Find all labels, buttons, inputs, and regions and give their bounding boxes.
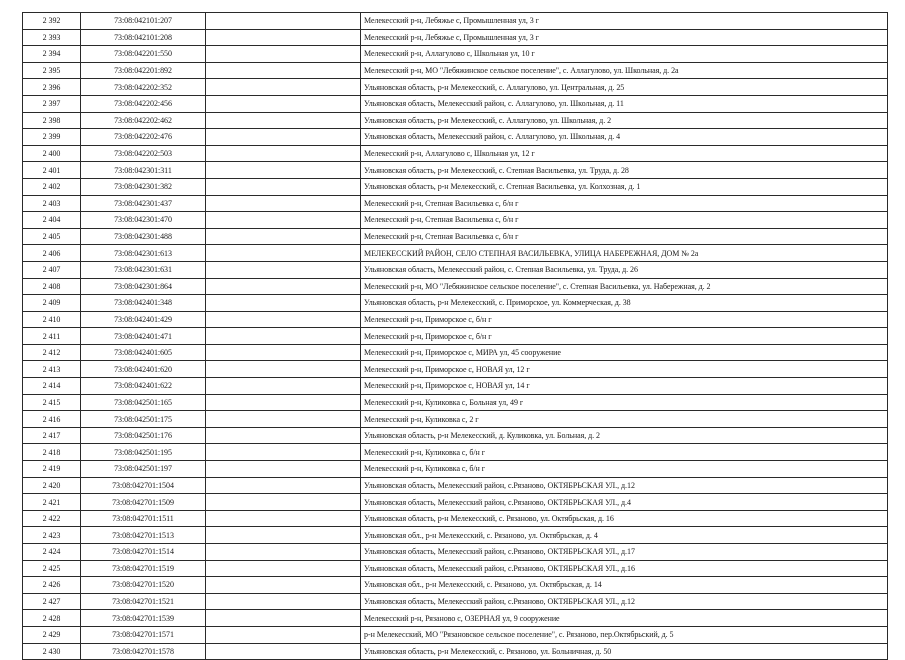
row-number-cell: 2 428 — [23, 610, 81, 627]
empty-cell — [206, 278, 361, 295]
address-cell: р-н Мелекесский, МО "Рязановское сельское поселение", с. Рязаново, пер.Октябрьский, д. 5 — [361, 626, 888, 643]
cadastral-number-cell: 73:08:042301:437 — [81, 195, 206, 212]
address-cell: Ульяновская область, Мелекесский район, с.Рязаново, ОКТЯБРЬСКАЯ УЛ., д.16 — [361, 560, 888, 577]
cadastral-number-cell: 73:08:042401:429 — [81, 311, 206, 328]
empty-cell — [206, 593, 361, 610]
table-row — [23, 311, 888, 328]
cadastral-number-cell: 73:08:042701:1539 — [81, 610, 206, 627]
empty-cell — [206, 212, 361, 229]
table-row — [23, 344, 888, 361]
address-cell: Мелекесский р-н, Лебяжье с, Промышленная ул, 3 г — [361, 13, 888, 30]
empty-cell — [206, 13, 361, 30]
empty-cell — [206, 560, 361, 577]
address-cell: Ульяновская область, р-н Мелекесский, с. Степная Васильевка, ул. Труда, д. 28 — [361, 162, 888, 179]
address-cell: Мелекесский р-н, Куликовка с, б/н г — [361, 444, 888, 461]
address-cell: Ульяновская область, Мелекесский район, с.Рязаново, ОКТЯБРЬСКАЯ УЛ., д.4 — [361, 494, 888, 511]
empty-cell — [206, 494, 361, 511]
empty-cell — [206, 162, 361, 179]
table-row — [23, 411, 888, 428]
address-cell: Ульяновская область, Мелекесский район, с. Аллагулово, ул. Школьная, д. 4 — [361, 129, 888, 146]
empty-cell — [206, 29, 361, 46]
cadastral-number-cell: 73:08:042101:207 — [81, 13, 206, 30]
cadastral-number-cell: 73:08:042301:488 — [81, 228, 206, 245]
address-cell: Ульяновская область, Мелекесский район, с.Рязаново, ОКТЯБРЬСКАЯ УЛ., д.12 — [361, 593, 888, 610]
table-row — [23, 295, 888, 312]
row-number-cell: 2 417 — [23, 427, 81, 444]
table-row — [23, 461, 888, 478]
cadastral-number-cell: 73:08:042301:382 — [81, 178, 206, 195]
empty-cell — [206, 79, 361, 96]
row-number-cell: 2 411 — [23, 328, 81, 345]
row-number-cell: 2 415 — [23, 394, 81, 411]
address-cell: Мелекесский р-н, Куликовка с, Больная ул, 49 г — [361, 394, 888, 411]
cadastral-number-cell: 73:08:042301:311 — [81, 162, 206, 179]
table-row — [23, 278, 888, 295]
table-row — [23, 560, 888, 577]
address-cell: Ульяновская обл., р-н Мелекесский, с. Рязаново, ул. Октябрьская, д. 14 — [361, 577, 888, 594]
row-number-cell: 2 397 — [23, 95, 81, 112]
row-number-cell: 2 403 — [23, 195, 81, 212]
cadastral-number-cell: 73:08:042701:1504 — [81, 477, 206, 494]
table-row — [23, 62, 888, 79]
address-cell: Мелекесский р-н, Приморское с, НОВАЯ ул, 14 г — [361, 378, 888, 395]
address-cell: Мелекесский р-н, Аллагулово с, Школьная ул, 10 г — [361, 46, 888, 63]
empty-cell — [206, 261, 361, 278]
row-number-cell: 2 401 — [23, 162, 81, 179]
address-cell: Мелекесский р-н, Приморское с, НОВАЯ ул, 12 г — [361, 361, 888, 378]
cadastral-number-cell: 73:08:042701:1519 — [81, 560, 206, 577]
registry-table — [22, 12, 888, 660]
address-cell: Ульяновская область, Мелекесский район, с. Аллагулово, ул. Школьная, д. 11 — [361, 95, 888, 112]
address-cell: Ульяновская область, р-н Мелекесский, с. Приморское, ул. Коммерческая, д. 38 — [361, 295, 888, 312]
cadastral-number-cell: 73:08:042701:1578 — [81, 643, 206, 660]
table-row — [23, 494, 888, 511]
table-row — [23, 544, 888, 561]
cadastral-number-cell: 73:08:042401:471 — [81, 328, 206, 345]
row-number-cell: 2 405 — [23, 228, 81, 245]
address-cell: Мелекесский р-н, Приморское с, б/н г — [361, 311, 888, 328]
address-cell: Мелекесский р-н, Куликовка с, б/н г — [361, 461, 888, 478]
table-row — [23, 162, 888, 179]
address-cell: Ульяновская область, р-н Мелекесский, с. Аллагулово, ул. Центральная, д. 25 — [361, 79, 888, 96]
row-number-cell: 2 412 — [23, 344, 81, 361]
row-number-cell: 2 398 — [23, 112, 81, 129]
empty-cell — [206, 411, 361, 428]
row-number-cell: 2 404 — [23, 212, 81, 229]
cadastral-number-cell: 73:08:042202:352 — [81, 79, 206, 96]
address-cell: Мелекесский р-н, Аллагулово с, Школьная ул, 12 г — [361, 145, 888, 162]
row-number-cell: 2 410 — [23, 311, 81, 328]
empty-cell — [206, 195, 361, 212]
registry-table-body — [23, 13, 888, 660]
cadastral-number-cell: 73:08:042701:1571 — [81, 626, 206, 643]
table-row — [23, 361, 888, 378]
row-number-cell: 2 418 — [23, 444, 81, 461]
row-number-cell: 2 416 — [23, 411, 81, 428]
table-row — [23, 643, 888, 660]
empty-cell — [206, 245, 361, 262]
table-row — [23, 510, 888, 527]
row-number-cell: 2 423 — [23, 527, 81, 544]
empty-cell — [206, 295, 361, 312]
cadastral-number-cell: 73:08:042701:1511 — [81, 510, 206, 527]
empty-cell — [206, 444, 361, 461]
row-number-cell: 2 413 — [23, 361, 81, 378]
table-row — [23, 13, 888, 30]
cadastral-number-cell: 73:08:042202:456 — [81, 95, 206, 112]
empty-cell — [206, 527, 361, 544]
table-row — [23, 129, 888, 146]
row-number-cell: 2 424 — [23, 544, 81, 561]
cadastral-number-cell: 73:08:042202:503 — [81, 145, 206, 162]
table-row — [23, 195, 888, 212]
empty-cell — [206, 178, 361, 195]
empty-cell — [206, 311, 361, 328]
row-number-cell: 2 406 — [23, 245, 81, 262]
cadastral-number-cell: 73:08:042301:864 — [81, 278, 206, 295]
row-number-cell: 2 409 — [23, 295, 81, 312]
cadastral-number-cell: 73:08:042202:462 — [81, 112, 206, 129]
table-row — [23, 145, 888, 162]
table-row — [23, 228, 888, 245]
table-row — [23, 527, 888, 544]
address-cell: Ульяновская область, Мелекесский район, с. Степная Васильевка, ул. Труда, д. 26 — [361, 261, 888, 278]
address-cell: Ульяновская область, р-н Мелекесский, с. Аллагулово, ул. Школьная, д. 2 — [361, 112, 888, 129]
address-cell: Мелекесский р-н, Рязаново с, ОЗЕРНАЯ ул, 9 сооружение — [361, 610, 888, 627]
row-number-cell: 2 408 — [23, 278, 81, 295]
cadastral-number-cell: 73:08:042202:476 — [81, 129, 206, 146]
row-number-cell: 2 396 — [23, 79, 81, 96]
empty-cell — [206, 394, 361, 411]
cadastral-number-cell: 73:08:042301:613 — [81, 245, 206, 262]
address-cell: Мелекесский р-н, Степная Васильевка с, б/н г — [361, 195, 888, 212]
row-number-cell: 2 425 — [23, 560, 81, 577]
address-cell: Ульяновская обл., р-н Мелекесский, с. Рязаново, ул. Октябрьская, д. 4 — [361, 527, 888, 544]
address-cell: Мелекесский р-н, Приморское с, МИРА ул, 45 сооружение — [361, 344, 888, 361]
table-row — [23, 112, 888, 129]
row-number-cell: 2 399 — [23, 129, 81, 146]
address-cell: Мелекесский р-н, МО "Лебяжинское сельское поселение", с. Аллагулово, ул. Школьная, д. 2а — [361, 62, 888, 79]
empty-cell — [206, 344, 361, 361]
cadastral-number-cell: 73:08:042701:1521 — [81, 593, 206, 610]
table-row — [23, 444, 888, 461]
row-number-cell: 2 422 — [23, 510, 81, 527]
table-row — [23, 610, 888, 627]
cadastral-number-cell: 73:08:042501:176 — [81, 427, 206, 444]
row-number-cell: 2 426 — [23, 577, 81, 594]
table-row — [23, 29, 888, 46]
cadastral-number-cell: 73:08:042701:1514 — [81, 544, 206, 561]
cadastral-number-cell: 73:08:042501:197 — [81, 461, 206, 478]
table-row — [23, 378, 888, 395]
empty-cell — [206, 46, 361, 63]
empty-cell — [206, 461, 361, 478]
table-row — [23, 212, 888, 229]
table-row — [23, 178, 888, 195]
cadastral-number-cell: 73:08:042101:208 — [81, 29, 206, 46]
empty-cell — [206, 610, 361, 627]
address-cell: МЕЛЕКЕССКИЙ РАЙОН, СЕЛО СТЕПНАЯ ВАСИЛЬЕВКА, УЛИЦА НАБЕРЕЖНАЯ, ДОМ № 2а — [361, 245, 888, 262]
cadastral-number-cell: 73:08:042501:165 — [81, 394, 206, 411]
address-cell: Ульяновская область, р-н Мелекесский, с. Степная Васильевка, ул. Колхозная, д. 1 — [361, 178, 888, 195]
empty-cell — [206, 62, 361, 79]
address-cell: Ульяновская область, р-н Мелекесский, с. Рязаново, ул. Больничная, д. 50 — [361, 643, 888, 660]
table-row — [23, 593, 888, 610]
row-number-cell: 2 420 — [23, 477, 81, 494]
address-cell: Ульяновская область, Мелекесский район, с.Рязаново, ОКТЯБРЬСКАЯ УЛ., д.17 — [361, 544, 888, 561]
row-number-cell: 2 419 — [23, 461, 81, 478]
cadastral-number-cell: 73:08:042501:195 — [81, 444, 206, 461]
row-number-cell: 2 393 — [23, 29, 81, 46]
address-cell: Ульяновская область, Мелекесский район, с.Рязаново, ОКТЯБРЬСКАЯ УЛ., д.12 — [361, 477, 888, 494]
table-row — [23, 427, 888, 444]
cadastral-number-cell: 73:08:042701:1513 — [81, 527, 206, 544]
empty-cell — [206, 544, 361, 561]
empty-cell — [206, 577, 361, 594]
empty-cell — [206, 129, 361, 146]
cadastral-number-cell: 73:08:042201:892 — [81, 62, 206, 79]
address-cell: Мелекесский р-н, Степная Васильевка с, б/н г — [361, 212, 888, 229]
table-row — [23, 95, 888, 112]
address-cell: Ульяновская область, р-н Мелекесский, д. Куликовка, ул. Больная, д. 2 — [361, 427, 888, 444]
address-cell: Мелекесский р-н, Приморское с, б/н г — [361, 328, 888, 345]
row-number-cell: 2 421 — [23, 494, 81, 511]
registry-sheet — [22, 12, 887, 660]
row-number-cell: 2 394 — [23, 46, 81, 63]
empty-cell — [206, 477, 361, 494]
address-cell: Мелекесский р-н, МО "Лебяжинское сельское поселение", с. Степная Васильевка, ул. Набережная, д. 2 — [361, 278, 888, 295]
empty-cell — [206, 643, 361, 660]
row-number-cell: 2 429 — [23, 626, 81, 643]
address-cell: Мелекесский р-н, Степная Васильевка с, б/н г — [361, 228, 888, 245]
row-number-cell: 2 407 — [23, 261, 81, 278]
cadastral-number-cell: 73:08:042401:348 — [81, 295, 206, 312]
empty-cell — [206, 361, 361, 378]
row-number-cell: 2 414 — [23, 378, 81, 395]
empty-cell — [206, 112, 361, 129]
cadastral-number-cell: 73:08:042301:631 — [81, 261, 206, 278]
row-number-cell: 2 430 — [23, 643, 81, 660]
table-row — [23, 626, 888, 643]
cadastral-number-cell: 73:08:042401:620 — [81, 361, 206, 378]
cadastral-number-cell: 73:08:042401:605 — [81, 344, 206, 361]
row-number-cell: 2 392 — [23, 13, 81, 30]
row-number-cell: 2 400 — [23, 145, 81, 162]
table-row — [23, 79, 888, 96]
row-number-cell: 2 427 — [23, 593, 81, 610]
empty-cell — [206, 378, 361, 395]
cadastral-number-cell: 73:08:042401:622 — [81, 378, 206, 395]
empty-cell — [206, 626, 361, 643]
empty-cell — [206, 328, 361, 345]
empty-cell — [206, 510, 361, 527]
empty-cell — [206, 145, 361, 162]
table-row — [23, 261, 888, 278]
cadastral-number-cell: 73:08:042701:1509 — [81, 494, 206, 511]
address-cell: Мелекесский р-н, Куликовка с, 2 г — [361, 411, 888, 428]
table-row — [23, 245, 888, 262]
cadastral-number-cell: 73:08:042701:1520 — [81, 577, 206, 594]
row-number-cell: 2 402 — [23, 178, 81, 195]
empty-cell — [206, 95, 361, 112]
cadastral-number-cell: 73:08:042301:470 — [81, 212, 206, 229]
row-number-cell: 2 395 — [23, 62, 81, 79]
table-row — [23, 477, 888, 494]
empty-cell — [206, 427, 361, 444]
cadastral-number-cell: 73:08:042501:175 — [81, 411, 206, 428]
table-row — [23, 328, 888, 345]
empty-cell — [206, 228, 361, 245]
cadastral-number-cell: 73:08:042201:550 — [81, 46, 206, 63]
table-row — [23, 46, 888, 63]
address-cell: Мелекесский р-н, Лебяжье с, Промышленная ул, 3 г — [361, 29, 888, 46]
table-row — [23, 577, 888, 594]
address-cell: Ульяновская область, р-н Мелекесский, с. Рязаново, ул. Октябрьская, д. 16 — [361, 510, 888, 527]
table-row — [23, 394, 888, 411]
